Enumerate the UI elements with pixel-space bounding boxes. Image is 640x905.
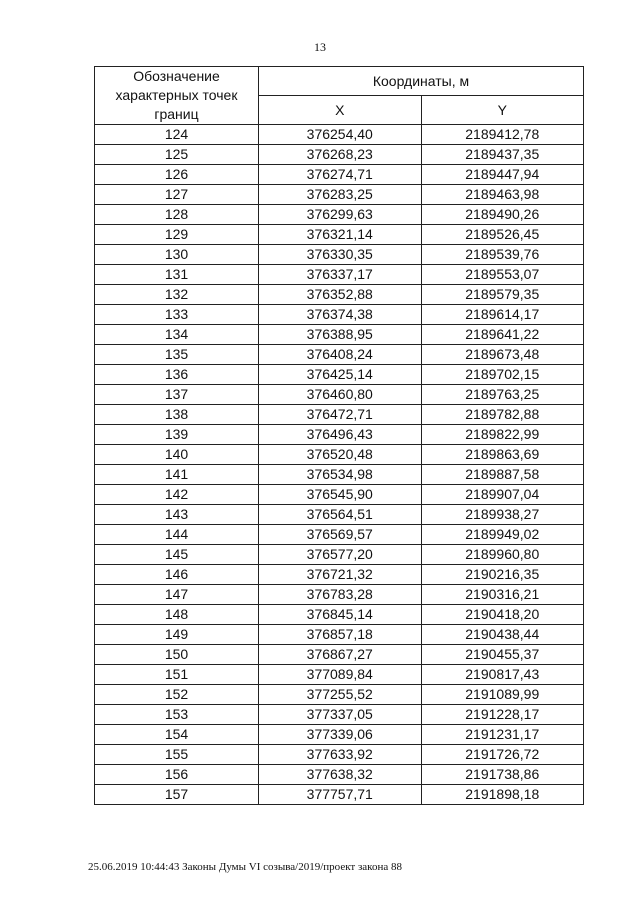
table-row [95, 405, 584, 425]
table-row [95, 705, 584, 725]
point-number-cell: 136 [95, 365, 259, 385]
y-coordinate-cell: 2190216,35 [421, 565, 584, 585]
point-number-cell: 126 [95, 165, 259, 185]
point-number-cell: 145 [95, 545, 259, 565]
x-coordinate-cell: 376545,90 [259, 485, 422, 505]
x-coordinate-cell: 376299,63 [259, 205, 422, 225]
table-row [95, 305, 584, 325]
point-number-cell: 151 [95, 665, 259, 685]
point-number-cell: 156 [95, 765, 259, 785]
point-number-cell: 133 [95, 305, 259, 325]
x-coordinate-cell: 376337,17 [259, 265, 422, 285]
y-coordinate-cell: 2189526,45 [421, 225, 584, 245]
table-row [95, 665, 584, 685]
table-row [95, 525, 584, 545]
table-row [95, 465, 584, 485]
table-row [95, 545, 584, 565]
y-coordinate-cell: 2190817,43 [421, 665, 584, 685]
x-coordinate-cell: 377089,84 [259, 665, 422, 685]
table-row [95, 145, 584, 165]
x-coordinate-cell: 376274,71 [259, 165, 422, 185]
point-number-cell: 146 [95, 565, 259, 585]
point-number-cell: 129 [95, 225, 259, 245]
y-coordinate-cell: 2189863,69 [421, 445, 584, 465]
point-number-cell: 135 [95, 345, 259, 365]
x-coordinate-cell: 376472,71 [259, 405, 422, 425]
y-coordinate-cell: 2189887,58 [421, 465, 584, 485]
y-coordinate-cell: 2189490,26 [421, 205, 584, 225]
x-coordinate-cell: 376321,14 [259, 225, 422, 245]
y-coordinate-cell: 2191738,86 [421, 765, 584, 785]
y-coordinate-cell: 2189938,27 [421, 505, 584, 525]
y-coordinate-cell: 2189960,80 [421, 545, 584, 565]
x-coordinate-cell: 376857,18 [259, 625, 422, 645]
y-coordinate-cell: 2189641,22 [421, 325, 584, 345]
table-row [95, 585, 584, 605]
point-number-cell: 154 [95, 725, 259, 745]
point-number-cell: 127 [95, 185, 259, 205]
point-number-cell: 157 [95, 785, 259, 805]
point-number-cell: 143 [95, 505, 259, 525]
y-coordinate-cell: 2190316,21 [421, 585, 584, 605]
point-number-cell: 142 [95, 485, 259, 505]
x-coordinate-cell: 377339,06 [259, 725, 422, 745]
table-row [95, 365, 584, 385]
point-number-cell: 148 [95, 605, 259, 625]
y-coordinate-cell: 2190438,44 [421, 625, 584, 645]
table-row [95, 725, 584, 745]
table-row [95, 205, 584, 225]
y-coordinate-cell: 2189579,35 [421, 285, 584, 305]
header-y: Y [421, 96, 584, 125]
point-number-cell: 132 [95, 285, 259, 305]
x-coordinate-cell: 376569,57 [259, 525, 422, 545]
coordinates-table [94, 66, 584, 805]
x-coordinate-cell: 376460,80 [259, 385, 422, 405]
x-coordinate-cell: 377337,05 [259, 705, 422, 725]
y-coordinate-cell: 2191898,18 [421, 785, 584, 805]
y-coordinate-cell: 2189822,99 [421, 425, 584, 445]
y-coordinate-cell: 2189702,15 [421, 365, 584, 385]
point-number-cell: 152 [95, 685, 259, 705]
table-row [95, 225, 584, 245]
point-number-cell: 149 [95, 625, 259, 645]
header-x: X [259, 96, 422, 125]
table-row [95, 345, 584, 365]
y-coordinate-cell: 2189673,48 [421, 345, 584, 365]
y-coordinate-cell: 2189763,25 [421, 385, 584, 405]
y-coordinate-cell: 2189539,76 [421, 245, 584, 265]
y-coordinate-cell: 2189412,78 [421, 125, 584, 145]
x-coordinate-cell: 376330,35 [259, 245, 422, 265]
x-coordinate-cell: 376867,27 [259, 645, 422, 665]
y-coordinate-cell: 2190418,20 [421, 605, 584, 625]
point-number-cell: 124 [95, 125, 259, 145]
x-coordinate-cell: 377757,71 [259, 785, 422, 805]
header-point-designation: Обозначение характерных точек границ [95, 67, 259, 125]
table-row [95, 605, 584, 625]
table-row [95, 265, 584, 285]
point-number-cell: 138 [95, 405, 259, 425]
y-coordinate-cell: 2189949,02 [421, 525, 584, 545]
table-row [95, 445, 584, 465]
point-number-cell: 137 [95, 385, 259, 405]
point-number-cell: 130 [95, 245, 259, 265]
x-coordinate-cell: 376577,20 [259, 545, 422, 565]
x-coordinate-cell: 376496,43 [259, 425, 422, 445]
x-coordinate-cell: 376721,32 [259, 565, 422, 585]
y-coordinate-cell: 2191089,99 [421, 685, 584, 705]
x-coordinate-cell: 376520,48 [259, 445, 422, 465]
x-coordinate-cell: 376254,40 [259, 125, 422, 145]
point-number-cell: 128 [95, 205, 259, 225]
x-coordinate-cell: 377255,52 [259, 685, 422, 705]
point-number-cell: 134 [95, 325, 259, 345]
x-coordinate-cell: 377633,92 [259, 745, 422, 765]
table-row [95, 325, 584, 345]
point-number-cell: 141 [95, 465, 259, 485]
x-coordinate-cell: 376268,23 [259, 145, 422, 165]
table-row [95, 485, 584, 505]
table-row [95, 245, 584, 265]
x-coordinate-cell: 376374,38 [259, 305, 422, 325]
x-coordinate-cell: 376283,25 [259, 185, 422, 205]
table-row [95, 425, 584, 445]
table-row [95, 745, 584, 765]
x-coordinate-cell: 376564,51 [259, 505, 422, 525]
y-coordinate-cell: 2189553,07 [421, 265, 584, 285]
y-coordinate-cell: 2189447,94 [421, 165, 584, 185]
table-row [95, 765, 584, 785]
x-coordinate-cell: 376388,95 [259, 325, 422, 345]
table-row [95, 685, 584, 705]
table-row [95, 785, 584, 805]
x-coordinate-cell: 376534,98 [259, 465, 422, 485]
point-number-cell: 155 [95, 745, 259, 765]
point-number-cell: 144 [95, 525, 259, 545]
y-coordinate-cell: 2191231,17 [421, 725, 584, 745]
point-number-cell: 150 [95, 645, 259, 665]
header-coordinates: Координаты, м [259, 67, 584, 96]
table-row [95, 125, 584, 145]
y-coordinate-cell: 2189907,04 [421, 485, 584, 505]
point-number-cell: 131 [95, 265, 259, 285]
table-row [95, 565, 584, 585]
page-number: 13 [314, 40, 326, 54]
x-coordinate-cell: 376352,88 [259, 285, 422, 305]
x-coordinate-cell: 376408,24 [259, 345, 422, 365]
table-row [95, 505, 584, 525]
table-row [95, 625, 584, 645]
table-row [95, 165, 584, 185]
table-body [95, 125, 584, 805]
point-number-cell: 140 [95, 445, 259, 465]
table-row [95, 185, 584, 205]
point-number-cell: 147 [95, 585, 259, 605]
x-coordinate-cell: 377638,32 [259, 765, 422, 785]
table-row [95, 645, 584, 665]
y-coordinate-cell: 2191726,72 [421, 745, 584, 765]
x-coordinate-cell: 376783,28 [259, 585, 422, 605]
x-coordinate-cell: 376845,14 [259, 605, 422, 625]
point-number-cell: 125 [95, 145, 259, 165]
y-coordinate-cell: 2189437,35 [421, 145, 584, 165]
point-number-cell: 139 [95, 425, 259, 445]
y-coordinate-cell: 2189614,17 [421, 305, 584, 325]
x-coordinate-cell: 376425,14 [259, 365, 422, 385]
y-coordinate-cell: 2189463,98 [421, 185, 584, 205]
y-coordinate-cell: 2191228,17 [421, 705, 584, 725]
document-footer: 25.06.2019 10:44:43 Законы Думы VI созыва/2019/проект закона 88 [88, 861, 402, 873]
table-row [95, 385, 584, 405]
point-number-cell: 153 [95, 705, 259, 725]
y-coordinate-cell: 2190455,37 [421, 645, 584, 665]
table-row [95, 285, 584, 305]
y-coordinate-cell: 2189782,88 [421, 405, 584, 425]
